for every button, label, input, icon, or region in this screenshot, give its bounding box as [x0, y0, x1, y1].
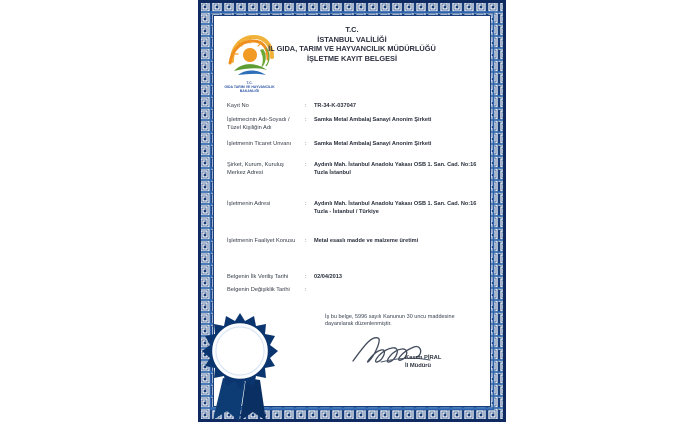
legal-note: İş bu belge, 5996 sayılı Kanunun 30 uncu maddesine dayanılarak düzenlenmiştir.: [325, 313, 455, 327]
registration-row-first-issue-date: [214, 274, 490, 282]
registration-row-change-date: [214, 287, 490, 295]
field-colon: :: [305, 287, 307, 293]
field-label: İşletmecinin Adı-Soyadı / Tüzel Kişiliğin Adı: [227, 117, 290, 131]
header-governorship: İSTANBUL VALİLİĞİ: [317, 34, 387, 44]
signatory-name: Kasım PİRAL: [405, 355, 442, 361]
certificate-header: [214, 25, 490, 63]
field-colon: :: [305, 274, 307, 280]
blue-rosette-ribbon-icon: [198, 308, 286, 422]
header-directorate: İL GIDA, TARIM VE HAYVANCILIK MÜDÜRLÜĞÜ: [268, 44, 436, 53]
registration-row-business-address: [214, 201, 490, 219]
logo-ministry-line-2: BAKANLIĞI: [239, 89, 260, 93]
field-label: Belgenin Değişiklik Tarihi: [227, 287, 290, 293]
signatory-title: İl Müdürü: [405, 362, 432, 369]
logo-country: T.C.: [246, 81, 253, 85]
field-colon: :: [305, 103, 307, 109]
field-label: İşletmenin Adresi: [227, 201, 271, 207]
field-label: İşletmenin Faaliyet Konusu: [227, 238, 296, 244]
blue-rosette-seal: [198, 308, 286, 422]
field-value: Aydınlı Mah. İstanbul Anadolu Yakası OSB 1. San. Cad. No:16 Tuzla İstanbul: [314, 162, 477, 176]
logo-ministry-line-1: GIDA TARIM VE HAYVANCILIK: [224, 85, 275, 89]
field-colon: :: [305, 238, 307, 244]
field-value: Samka Metal Ambalaj Sanayi Anonim Şirketi: [314, 141, 432, 147]
field-value: Aydınlı Mah. İstanbul Anadolu Yakası OSB 1. San. Cad. No:16 Tuzla - İstanbul / Türkiye: [314, 201, 477, 215]
registration-row-head-office-address: [214, 162, 490, 182]
certificate-document: [198, 0, 506, 422]
signatory-block: [405, 355, 470, 370]
field-colon: :: [305, 162, 307, 168]
registration-row-trade-name: [214, 141, 490, 149]
field-value: Samka Metal Ambalaj Sanayi Anonim Şirketi: [314, 117, 432, 123]
field-value: TR-34-K-037047: [314, 103, 356, 109]
field-colon: :: [305, 141, 307, 147]
field-value: 02/04/2013: [314, 274, 342, 280]
document-title: İŞLETME KAYIT BELGESİ: [306, 53, 398, 63]
field-colon: :: [305, 201, 307, 207]
registration-row-number: [214, 103, 490, 111]
field-label: Belgenin İlk Veriliş Tarihi: [227, 274, 289, 280]
registration-row-activity: [214, 238, 490, 246]
ministry-logo-text: [222, 81, 277, 93]
field-colon: :: [305, 117, 307, 123]
field-label: Kayıt No: [227, 103, 249, 109]
registration-row-operator: [214, 117, 490, 133]
field-value: Metal esaslı madde ve malzeme üretimi: [314, 238, 419, 244]
field-label: Şirket, Kurum, Kuruluş Merkez Adresi: [227, 162, 284, 176]
header-country: T.C.: [345, 25, 359, 34]
field-label: İşletmenin Ticaret Unvanı: [227, 141, 292, 147]
